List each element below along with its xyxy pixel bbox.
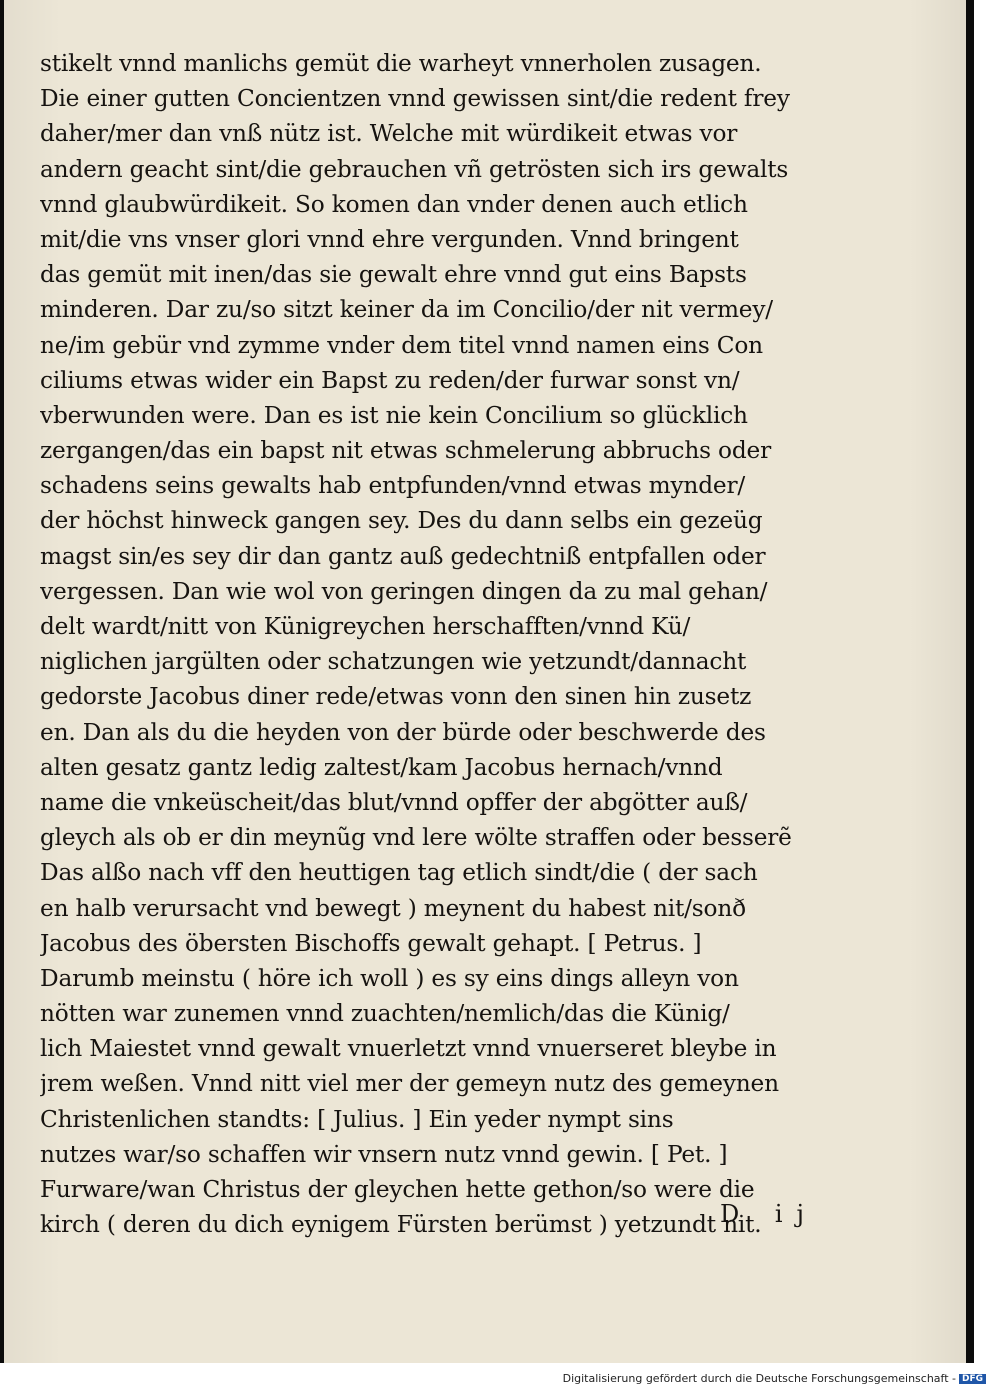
text-line: delt wardt/nitt von Künigreychen herschafften/vnnd Kü/ [40, 612, 691, 640]
text-line: nötten war zunemen vnnd zuachten/nemlich/das die Künig/ [40, 999, 730, 1028]
text-line: Das alßo nach vff den heuttigen tag etlich sindt/die ( der sach [40, 858, 758, 887]
text-line: minderen. Dar zu/so sitzt keiner da im Concilio/der nit vermey/ [40, 295, 773, 324]
text-line: kirch ( deren du dich eynigem Fürsten berümst ) yetzundt nit. [40, 1210, 762, 1239]
text-line: lich Maiestet vnnd gewalt vnuerletzt vnnd vnuerseret bleybe in [40, 1034, 777, 1063]
text-line: magst sin/es sey dir dan gantz auß gedechtniß entpfallen oder [40, 541, 766, 570]
text-line: nutzes war/so schaffen wir vnsern nutz vnnd gewin. [ Pet. ] [40, 1139, 728, 1168]
text-line: Jacobus des öbersten Bischoffs gewalt gehapt. [ Petrus. ] [40, 928, 702, 957]
text-line: gleych als ob er din meynũg vnd lere wölte straffen oder besserẽ [40, 823, 792, 852]
text-line: gedorste Jacobus diner rede/etwas vonn den sinen hin zusetz [40, 682, 752, 711]
text-line: vnnd glaubwürdikeit. So komen dan vnder denen auch etlich [40, 189, 748, 218]
signature-mark: D ij [720, 1200, 818, 1228]
credit-text: Digitalisierung gefördert durch die Deutsche Forschungsgemeinschaft - [562, 1372, 956, 1385]
text-line: vberwunden were. Dan es ist nie kein Concilium so glücklich [40, 400, 748, 429]
text-line: vergessen. Dan wie wol von geringen dingen da zu mal gehan/ [40, 576, 768, 605]
text-line: ciliums etwas wider ein Bapst zu reden/der furwar sonst vn/ [40, 365, 740, 394]
text-line: en halb verursacht vnd bewegt ) meynent du habest nit/sonð [40, 893, 746, 922]
text-line: mit/die vns vnser glori vnnd ehre vergunden. Vnnd bringent [40, 224, 739, 253]
digitization-credit [563, 1372, 986, 1385]
text-line: Furware/wan Christus der gleychen hette gethon/so were die [40, 1175, 755, 1203]
text-line: daher/mer dan vnß nütz ist. Welche mit würdikeit etwas vor [40, 119, 738, 148]
text-line: niglichen jargülten oder schatzungen wie yetzundt/dannacht [40, 647, 747, 676]
text-line: name die vnkeüscheit/das blut/vnnd opffer der abgötter auß/ [40, 787, 748, 816]
text-line: en. Dan als du die heyden von der bürde oder beschwerde des [40, 717, 766, 746]
dfg-logo: DFG [959, 1374, 986, 1384]
page-sheet [4, 0, 966, 1363]
text-line: der höchst hinweck gangen sey. Des du dann selbs ein gezeüg [40, 506, 763, 535]
text-line: zergangen/das ein bapst nit etwas schmelerung abbruchs oder [40, 436, 772, 465]
text-line: stikelt vnnd manlichs gemüt die warheyt vnnerholen zusagen. [40, 49, 762, 77]
text-line: Die einer gutten Concientzen vnnd gewissen sint/die redent frey [40, 84, 790, 113]
text-line: das gemüt mit inen/das sie gewalt ehre vnnd gut eins Bapsts [40, 260, 747, 289]
text-line: jrem weßen. Vnnd nitt viel mer der gemeyn nutz des gemeynen [40, 1069, 779, 1098]
text-line: Christenlichen standts: [ Julius. ] Ein yeder nympt sins [40, 1104, 674, 1133]
text-line: schadens seins gewalts hab entpfunden/vnnd etwas mynder/ [40, 471, 746, 500]
text-line: Darumb meinstu ( höre ich woll ) es sy eins dings alleyn von [40, 963, 739, 992]
text-line: ne/im gebür vnd zymme vnder dem titel vnnd namen eins Con [40, 330, 763, 359]
text-line: andern geacht sint/die gebrauchen vñ getrösten sich irs gewalts [40, 154, 789, 183]
text-block [40, 46, 800, 1242]
text-line: alten gesatz gantz ledig zaltest/kam Jacobus hernach/vnnd [40, 752, 723, 781]
